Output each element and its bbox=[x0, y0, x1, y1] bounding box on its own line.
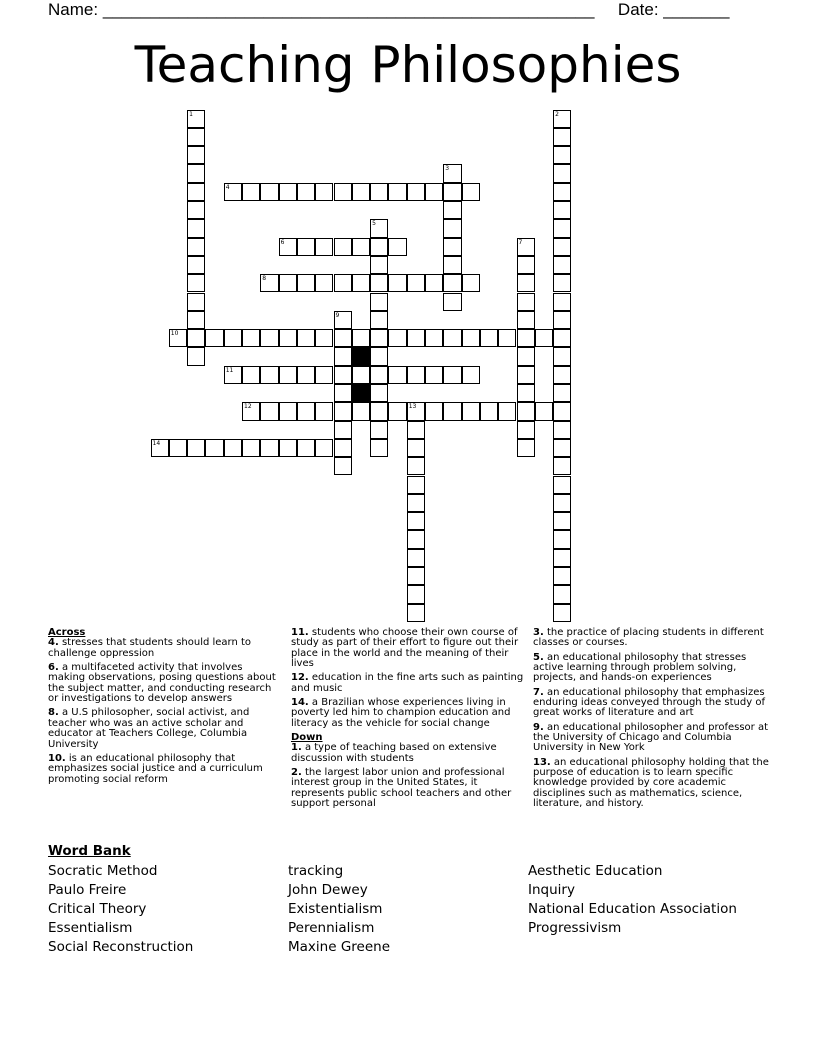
crossword-cell[interactable] bbox=[517, 439, 535, 457]
word-bank-item: Maxine Greene bbox=[288, 939, 391, 955]
word-bank-item: Paulo Freire bbox=[48, 882, 127, 898]
crossword-cell[interactable] bbox=[517, 238, 535, 256]
crossword-cell[interactable] bbox=[224, 329, 242, 347]
date-label: Date: bbox=[617, 0, 659, 19]
crossword-cell[interactable] bbox=[279, 183, 297, 201]
crossword-cell[interactable] bbox=[352, 274, 370, 292]
clue-across-14 bbox=[291, 698, 525, 729]
clue-number: 5. bbox=[533, 651, 544, 663]
clue-text: the largest labor union and professional interest group in the United States, it represents public school teachers and other support personal bbox=[291, 767, 512, 810]
crossword-cell[interactable] bbox=[553, 494, 571, 512]
crossword-cell[interactable] bbox=[553, 384, 571, 402]
crossword-cell[interactable] bbox=[315, 238, 333, 256]
crossword-cell[interactable] bbox=[187, 329, 205, 347]
clues-column-middle bbox=[291, 628, 525, 813]
clue-across-8 bbox=[48, 708, 280, 750]
crossword-cell[interactable] bbox=[224, 366, 242, 384]
crossword-cell[interactable] bbox=[352, 183, 370, 201]
crossword-cell[interactable] bbox=[279, 439, 297, 457]
crossword-cell[interactable] bbox=[242, 329, 260, 347]
crossword-cell[interactable] bbox=[443, 219, 461, 237]
crossword-cell[interactable] bbox=[334, 402, 352, 420]
clue-text: an educational philosophy holding that the purpose of education is to learn specific knowledge provided by core academic disciplines such as mathematics, science, literature, and history. bbox=[533, 756, 769, 810]
crossword-cell[interactable] bbox=[187, 164, 205, 182]
word-bank-item: Essentialism bbox=[48, 920, 133, 936]
clue-number: 4. bbox=[48, 637, 59, 649]
clue-text: an educational philosopher and professor at the University of Chicago and Columbia University in New York bbox=[533, 721, 769, 754]
clue-number-label: 3 bbox=[445, 165, 450, 173]
crossword-cell[interactable] bbox=[535, 329, 553, 347]
crossword-cell[interactable] bbox=[187, 128, 205, 146]
crossword-cell[interactable] bbox=[334, 457, 352, 475]
crossword-cell[interactable] bbox=[517, 311, 535, 329]
crossword-cell[interactable] bbox=[297, 366, 315, 384]
clue-text: stresses that students should learn to challenge oppression bbox=[48, 637, 252, 659]
crossword-cell[interactable] bbox=[315, 439, 333, 457]
clue-number-label: 14 bbox=[152, 439, 161, 447]
crossword-cell[interactable] bbox=[553, 329, 571, 347]
crossword-cell[interactable] bbox=[443, 201, 461, 219]
crossword-cell[interactable] bbox=[370, 274, 388, 292]
crossword-cell[interactable] bbox=[352, 402, 370, 420]
crossword-cell[interactable] bbox=[517, 366, 535, 384]
crossword-cell[interactable] bbox=[352, 366, 370, 384]
word-bank-item: John Dewey bbox=[288, 882, 368, 898]
crossword-cell[interactable] bbox=[370, 219, 388, 237]
crossword-cell[interactable] bbox=[260, 402, 278, 420]
clue-down-1 bbox=[291, 743, 525, 764]
clue-across-12 bbox=[291, 673, 525, 694]
crossword-cell[interactable] bbox=[370, 256, 388, 274]
crossword-cell[interactable] bbox=[279, 329, 297, 347]
crossword-cell[interactable] bbox=[407, 329, 425, 347]
crossword-cell[interactable] bbox=[553, 567, 571, 585]
crossword-cell[interactable] bbox=[535, 402, 553, 420]
crossword-cell[interactable] bbox=[553, 274, 571, 292]
name-label: Name: bbox=[48, 0, 99, 19]
crossword-cell[interactable] bbox=[370, 439, 388, 457]
word-bank-column-3 bbox=[528, 862, 737, 938]
clue-number-label: 4 bbox=[225, 183, 230, 191]
word-bank-item: Aesthetic Education bbox=[528, 863, 663, 879]
word-bank-item: tracking bbox=[288, 863, 344, 879]
crossword-cell[interactable] bbox=[553, 238, 571, 256]
crossword-cell[interactable] bbox=[370, 329, 388, 347]
crossword-cell[interactable] bbox=[443, 238, 461, 256]
crossword-cell[interactable] bbox=[334, 274, 352, 292]
crossword-cell[interactable] bbox=[187, 183, 205, 201]
crossword-cell[interactable] bbox=[242, 439, 260, 457]
crossword-cell[interactable] bbox=[443, 329, 461, 347]
crossword-cell[interactable] bbox=[407, 549, 425, 567]
clue-number: 6. bbox=[48, 662, 59, 674]
crossword-cell[interactable] bbox=[517, 293, 535, 311]
crossword-cell[interactable] bbox=[553, 549, 571, 567]
clue-number: 9. bbox=[533, 721, 544, 733]
clue-text: the practice of placing students in different classes or courses. bbox=[533, 627, 764, 649]
crossword-cell[interactable] bbox=[279, 402, 297, 420]
crossword-cell[interactable] bbox=[370, 421, 388, 439]
crossword-cell[interactable] bbox=[297, 238, 315, 256]
crossword-cell[interactable] bbox=[388, 238, 406, 256]
crossword-cell[interactable] bbox=[297, 274, 315, 292]
word-bank-item: Social Reconstruction bbox=[48, 939, 194, 955]
clue-down-2 bbox=[291, 768, 525, 810]
crossword-cell[interactable] bbox=[388, 402, 406, 420]
crossword-cell[interactable] bbox=[553, 256, 571, 274]
crossword-cell[interactable] bbox=[443, 164, 461, 182]
crossword-cell[interactable] bbox=[407, 457, 425, 475]
crossword-cell[interactable] bbox=[517, 329, 535, 347]
crossword-cell[interactable] bbox=[297, 329, 315, 347]
crossword-cell[interactable] bbox=[187, 293, 205, 311]
clue-text: a multifaceted activity that involves making observations, posing questions about the subject matter, and conducting research or investigations to develop answers bbox=[48, 662, 276, 705]
crossword-cell[interactable] bbox=[388, 366, 406, 384]
crossword-cell[interactable] bbox=[407, 494, 425, 512]
clue-number-label: 9 bbox=[335, 311, 340, 319]
crossword-cell[interactable] bbox=[407, 476, 425, 494]
crossword-cell[interactable] bbox=[151, 439, 169, 457]
crossword-cell[interactable] bbox=[462, 183, 480, 201]
crossword-cell[interactable] bbox=[407, 402, 425, 420]
crossword-cell[interactable] bbox=[297, 183, 315, 201]
clue-text: a Brazilian whose experiences living in poverty led him to champion education and literacy as the vehicle for social change bbox=[291, 697, 511, 729]
crossword-cell[interactable] bbox=[388, 329, 406, 347]
crossword-cell[interactable] bbox=[407, 585, 425, 603]
crossword-cell[interactable] bbox=[205, 439, 223, 457]
crossword-cell[interactable] bbox=[315, 366, 333, 384]
crossword-cell[interactable] bbox=[553, 476, 571, 494]
crossword-cell[interactable] bbox=[370, 293, 388, 311]
crossword-block bbox=[352, 384, 370, 402]
crossword-cell[interactable] bbox=[407, 439, 425, 457]
clue-number-label: 8 bbox=[262, 275, 267, 283]
crossword-cell[interactable] bbox=[443, 183, 461, 201]
crossword-cell[interactable] bbox=[553, 110, 571, 128]
clue-text: is an educational philosophy that emphasizes social justice and a curriculum promoting social reform bbox=[48, 752, 263, 785]
clue-down-3 bbox=[533, 628, 769, 649]
word-bank-item: Critical Theory bbox=[48, 901, 147, 917]
crossword-cell[interactable] bbox=[260, 366, 278, 384]
crossword-cell[interactable] bbox=[407, 512, 425, 530]
word-bank-item: National Education Association bbox=[528, 901, 737, 917]
crossword-cell[interactable] bbox=[334, 329, 352, 347]
crossword-cell[interactable] bbox=[407, 530, 425, 548]
crossword-cell[interactable] bbox=[517, 347, 535, 365]
crossword-cell[interactable] bbox=[315, 402, 333, 420]
crossword-cell[interactable] bbox=[279, 274, 297, 292]
crossword-cell[interactable] bbox=[315, 183, 333, 201]
crossword-cell[interactable] bbox=[443, 366, 461, 384]
clue-text: a type of teaching based on extensive discussion with students bbox=[291, 742, 497, 764]
crossword-cell[interactable] bbox=[553, 183, 571, 201]
crossword-cell[interactable] bbox=[315, 274, 333, 292]
word-bank-item: Progressivism bbox=[528, 920, 622, 936]
crossword-cell[interactable] bbox=[370, 311, 388, 329]
crossword-cell[interactable] bbox=[260, 274, 278, 292]
clue-number: 2. bbox=[291, 767, 302, 779]
clue-text: education in the fine arts such as painting and music bbox=[291, 672, 524, 694]
crossword-cell[interactable] bbox=[370, 238, 388, 256]
crossword-cell[interactable] bbox=[187, 256, 205, 274]
crossword-cell[interactable] bbox=[187, 201, 205, 219]
clue-across-4 bbox=[48, 638, 280, 659]
crossword-cell[interactable] bbox=[187, 347, 205, 365]
crossword-cell[interactable] bbox=[205, 329, 223, 347]
crossword-cell[interactable] bbox=[334, 238, 352, 256]
crossword-cell[interactable] bbox=[553, 366, 571, 384]
crossword-cell[interactable] bbox=[553, 402, 571, 420]
clue-number: 8. bbox=[48, 707, 59, 719]
crossword-cell[interactable] bbox=[279, 366, 297, 384]
word-bank-column-1 bbox=[48, 862, 193, 957]
clue-number: 13. bbox=[533, 756, 551, 768]
crossword-cell[interactable] bbox=[443, 293, 461, 311]
page-title: Teaching Philosophies bbox=[134, 36, 682, 94]
clue-number-label: 13 bbox=[408, 403, 417, 411]
crossword-cell[interactable] bbox=[334, 366, 352, 384]
crossword-cell[interactable] bbox=[553, 293, 571, 311]
crossword-cell[interactable] bbox=[498, 329, 516, 347]
clue-across-6 bbox=[48, 663, 280, 705]
crossword-cell[interactable] bbox=[370, 384, 388, 402]
crossword-cell[interactable] bbox=[553, 421, 571, 439]
crossword-cell[interactable] bbox=[553, 311, 571, 329]
crossword-cell[interactable] bbox=[443, 256, 461, 274]
crossword-cell[interactable] bbox=[260, 183, 278, 201]
crossword-cell[interactable] bbox=[169, 329, 187, 347]
crossword-cell[interactable] bbox=[425, 366, 443, 384]
crossword-cell[interactable] bbox=[443, 402, 461, 420]
clue-number-label: 12 bbox=[244, 403, 252, 411]
crossword-cell[interactable] bbox=[279, 238, 297, 256]
crossword-cell[interactable] bbox=[187, 146, 205, 164]
clue-text: an educational philosophy that stresses active learning through problem solving, projects, and hands-on experiences bbox=[533, 651, 747, 684]
crossword-cell[interactable] bbox=[187, 238, 205, 256]
crossword-cell[interactable] bbox=[315, 329, 333, 347]
crossword-cell[interactable] bbox=[553, 219, 571, 237]
crossword-cell[interactable] bbox=[407, 183, 425, 201]
crossword-cell[interactable] bbox=[517, 274, 535, 292]
word-bank-item: Existentialism bbox=[288, 901, 383, 917]
crossword-cell[interactable] bbox=[553, 439, 571, 457]
clue-number: 7. bbox=[533, 686, 544, 698]
crossword-cell[interactable] bbox=[242, 183, 260, 201]
crossword-cell[interactable] bbox=[297, 402, 315, 420]
word-bank-item: Inquiry bbox=[528, 882, 575, 898]
crossword-cell[interactable] bbox=[187, 439, 205, 457]
crossword-cell[interactable] bbox=[242, 366, 260, 384]
clue-number: 10. bbox=[48, 752, 66, 764]
clue-down-7 bbox=[533, 688, 769, 719]
across-heading: Across bbox=[48, 627, 86, 638]
crossword-cell[interactable] bbox=[407, 604, 425, 622]
crossword-cell[interactable] bbox=[370, 183, 388, 201]
crossword-cell[interactable] bbox=[388, 183, 406, 201]
clue-text: students who choose their own course of study as part of their effort to figure out their place in the world and the meaning of their lives bbox=[291, 627, 519, 670]
crossword-cell[interactable] bbox=[224, 183, 242, 201]
crossword-cell[interactable] bbox=[443, 274, 461, 292]
across-clues bbox=[48, 628, 280, 789]
crossword-cell[interactable] bbox=[480, 402, 498, 420]
clues-column-right bbox=[533, 628, 769, 813]
clue-number: 11. bbox=[291, 627, 309, 638]
crossword-cell[interactable] bbox=[553, 347, 571, 365]
clue-number-label: 5 bbox=[372, 220, 376, 228]
clue-number: 12. bbox=[291, 672, 309, 684]
down-heading: Down bbox=[291, 732, 323, 744]
crossword-cell[interactable] bbox=[334, 421, 352, 439]
word-bank-column-2 bbox=[288, 862, 390, 957]
clue-number-label: 7 bbox=[518, 238, 523, 246]
crossword-cell[interactable] bbox=[370, 366, 388, 384]
crossword-cell[interactable] bbox=[334, 384, 352, 402]
clue-across-11 bbox=[291, 628, 525, 670]
crossword-cell[interactable] bbox=[334, 439, 352, 457]
word-bank-item: Socratic Method bbox=[48, 863, 158, 879]
crossword-cell[interactable] bbox=[407, 274, 425, 292]
crossword-cell[interactable] bbox=[425, 329, 443, 347]
crossword-block bbox=[352, 347, 370, 365]
crossword-cell[interactable] bbox=[407, 421, 425, 439]
crossword-cell[interactable] bbox=[352, 238, 370, 256]
crossword-cell[interactable] bbox=[334, 183, 352, 201]
crossword-cell[interactable] bbox=[517, 256, 535, 274]
crossword-cell[interactable] bbox=[187, 219, 205, 237]
clue-number-label: 2 bbox=[555, 110, 559, 118]
crossword-cell[interactable] bbox=[242, 402, 260, 420]
date-field-line[interactable]: _______ bbox=[663, 0, 730, 19]
crossword-cell[interactable] bbox=[553, 201, 571, 219]
crossword-cell[interactable] bbox=[553, 457, 571, 475]
crossword-cell[interactable] bbox=[297, 439, 315, 457]
crossword-cell[interactable] bbox=[334, 347, 352, 365]
crossword-cell[interactable] bbox=[334, 311, 352, 329]
crossword-cell[interactable] bbox=[352, 329, 370, 347]
clue-text: a U.S philosopher, social activist, and teacher who was an active scholar and educator at Teachers College, Columbia University bbox=[48, 707, 250, 750]
crossword-cell[interactable] bbox=[407, 567, 425, 585]
crossword-cell[interactable] bbox=[187, 311, 205, 329]
clue-down-5 bbox=[533, 653, 769, 684]
crossword-cell[interactable] bbox=[462, 274, 480, 292]
clue-number: 1. bbox=[291, 742, 302, 754]
crossword-cell[interactable] bbox=[388, 274, 406, 292]
word-bank-heading: Word Bank bbox=[48, 843, 131, 859]
crossword-cell[interactable] bbox=[370, 347, 388, 365]
crossword-cell[interactable] bbox=[517, 402, 535, 420]
crossword-cell[interactable] bbox=[553, 530, 571, 548]
crossword-cell[interactable] bbox=[553, 164, 571, 182]
crossword-cell[interactable] bbox=[462, 402, 480, 420]
crossword-cell[interactable] bbox=[462, 329, 480, 347]
crossword-cell[interactable] bbox=[553, 512, 571, 530]
crossword-cell[interactable] bbox=[480, 329, 498, 347]
crossword-cell[interactable] bbox=[260, 439, 278, 457]
clue-number-label: 6 bbox=[280, 238, 285, 246]
crossword-cell[interactable] bbox=[425, 402, 443, 420]
clue-down-13 bbox=[533, 758, 769, 810]
clue-down-9 bbox=[533, 723, 769, 754]
crossword-cell[interactable] bbox=[553, 146, 571, 164]
clue-across-10 bbox=[48, 754, 280, 785]
crossword-cell[interactable] bbox=[187, 110, 205, 128]
word-bank-item: Perennialism bbox=[288, 920, 375, 936]
crossword-cell[interactable] bbox=[553, 128, 571, 146]
clue-number-label: 10 bbox=[170, 330, 179, 338]
crossword-cell[interactable] bbox=[425, 183, 443, 201]
crossword-cell[interactable] bbox=[462, 366, 480, 384]
crossword-cell[interactable] bbox=[260, 329, 278, 347]
crossword-cell[interactable] bbox=[224, 439, 242, 457]
crossword-cell[interactable] bbox=[169, 439, 187, 457]
crossword-cell[interactable] bbox=[407, 366, 425, 384]
crossword-cell[interactable] bbox=[553, 585, 571, 603]
crossword-cell[interactable] bbox=[187, 274, 205, 292]
clue-number: 3. bbox=[533, 627, 544, 638]
crossword-cell[interactable] bbox=[517, 421, 535, 439]
crossword-cell[interactable] bbox=[498, 402, 516, 420]
crossword-cell[interactable] bbox=[370, 402, 388, 420]
crossword-cell[interactable] bbox=[553, 604, 571, 622]
clue-number: 14. bbox=[291, 697, 309, 709]
crossword-cell[interactable] bbox=[517, 384, 535, 402]
clue-number-label: 1 bbox=[189, 110, 193, 118]
clue-number-label: 11 bbox=[225, 366, 234, 374]
crossword-cell[interactable] bbox=[425, 274, 443, 292]
clue-text: an educational philosophy that emphasizes enduring ideas conveyed through the study of great works of literature and art bbox=[533, 686, 765, 719]
name-field-line[interactable]: ____________________________________________________ bbox=[102, 0, 595, 19]
